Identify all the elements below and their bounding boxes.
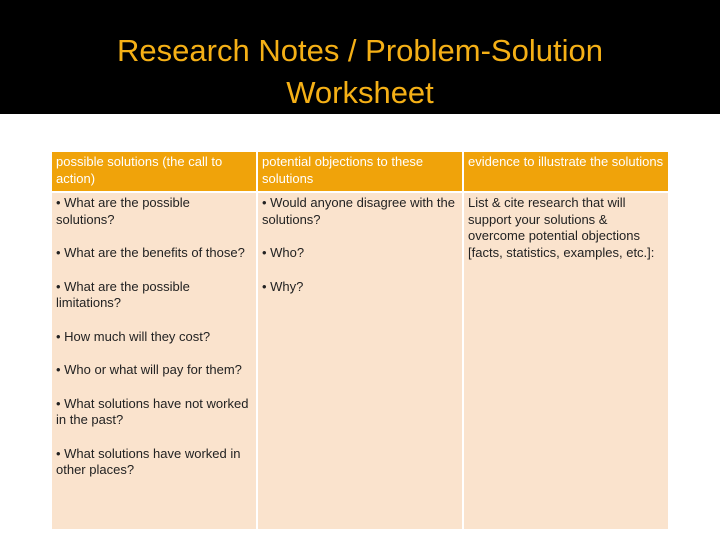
- header-evidence: evidence to illustrate the solutions: [463, 151, 669, 192]
- list-item: • Would anyone disagree with the solutions?: [262, 195, 455, 227]
- list-item: • How much will they cost?: [56, 328, 211, 344]
- table-row: [51, 192, 669, 530]
- list-item: • Who or what will pay for them?: [56, 362, 242, 377]
- list-item: • What are the benefits of those?: [56, 245, 245, 260]
- list-item: • Who?: [262, 245, 305, 260]
- list-item: • What are the possible limitations?: [56, 278, 190, 310]
- list-item: • What solutions have not worked in the past?: [56, 395, 249, 427]
- worksheet-table: [50, 150, 670, 531]
- list-item: • What are the possible solutions?: [56, 195, 190, 227]
- header-row: [51, 151, 669, 192]
- page-title: [0, 30, 720, 114]
- list-item: • Why?: [262, 278, 304, 294]
- evidence-cell: [463, 192, 669, 530]
- list-item: List & cite research that will support your solutions & overcome potential objections [facts, statistics, examples, etc.]:: [468, 195, 655, 260]
- title-line-1: Research Notes / Problem-Solution: [117, 33, 603, 68]
- header-possible-solutions: possible solutions (the call to action): [51, 151, 257, 192]
- list-item: • What solutions have worked in other places?: [56, 445, 241, 477]
- header-potential-objections: potential objections to these solutions: [257, 151, 463, 192]
- title-line-2: Worksheet: [286, 75, 434, 110]
- objections-cell: [257, 192, 463, 530]
- solutions-cell: [51, 192, 257, 530]
